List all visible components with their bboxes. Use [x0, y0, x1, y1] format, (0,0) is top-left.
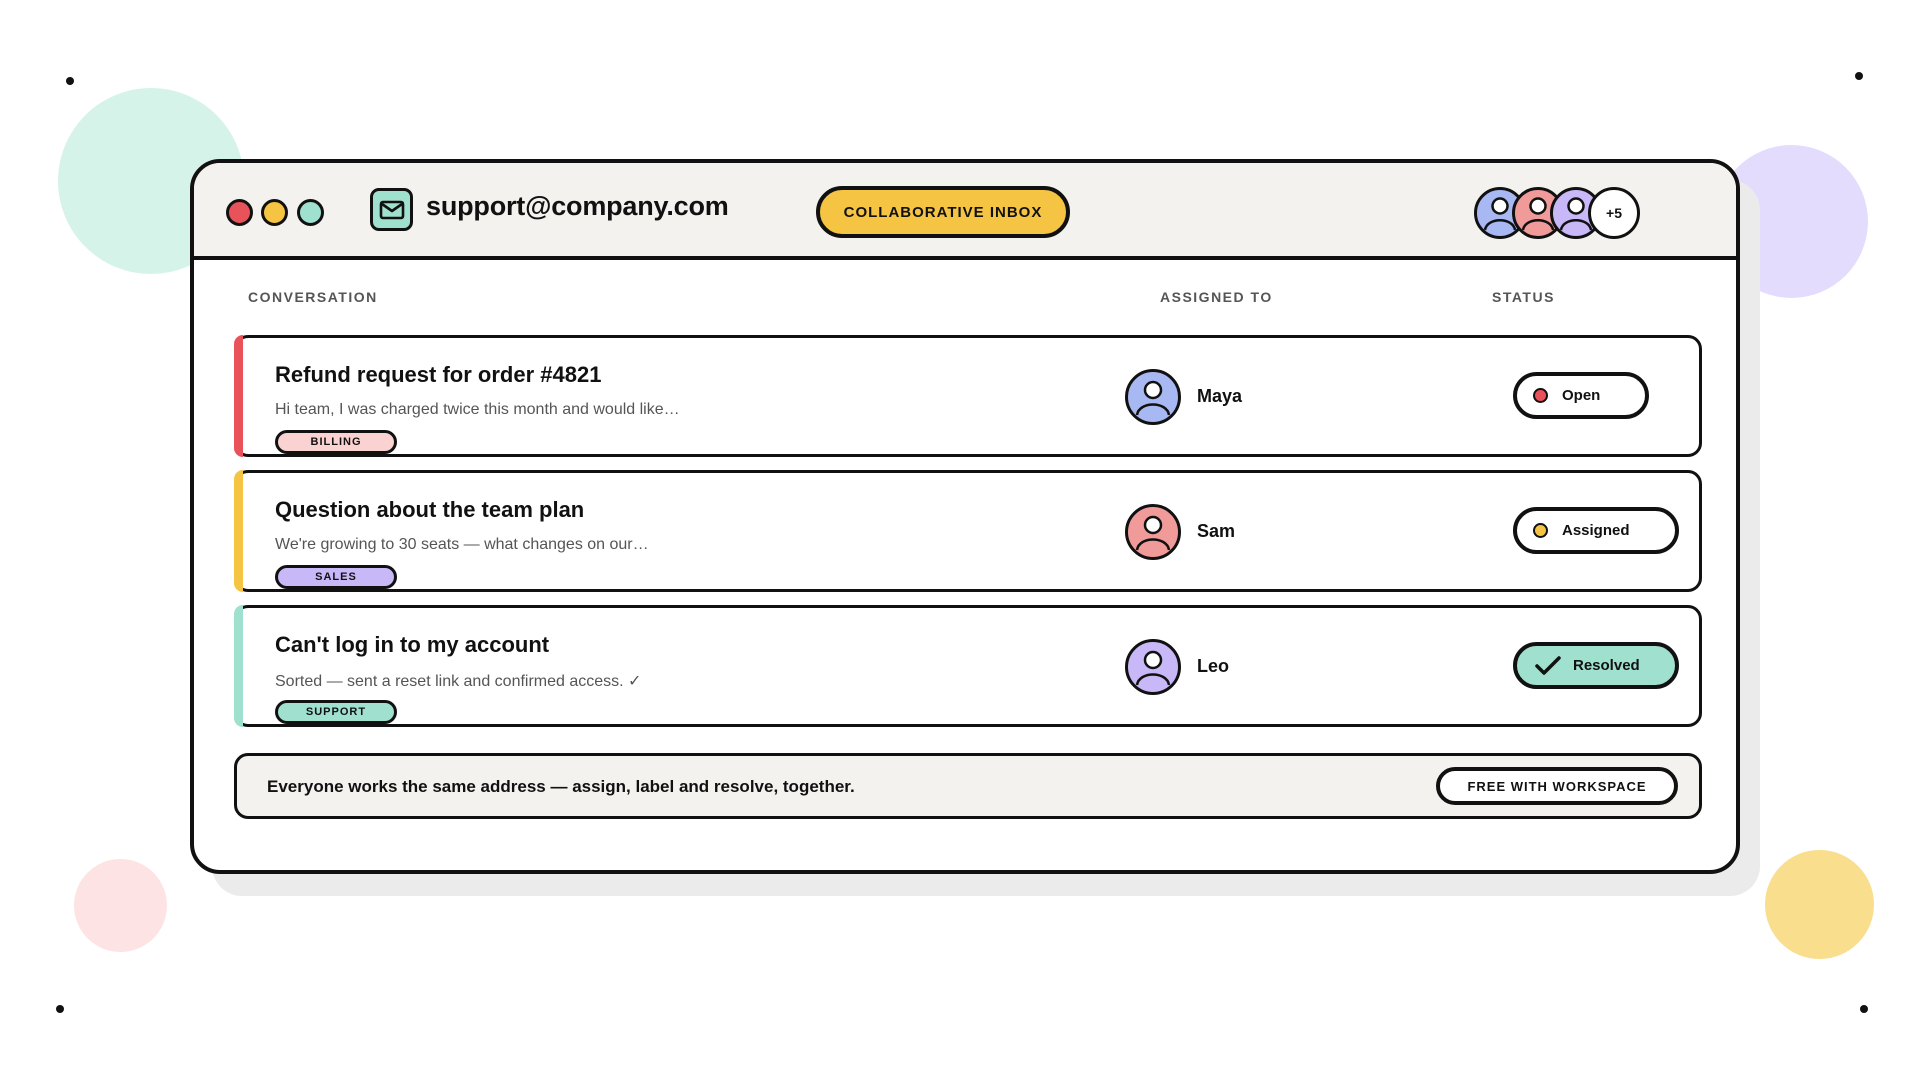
decor-dot	[1855, 72, 1863, 80]
priority-stripe	[234, 605, 243, 727]
decor-circle-yellow	[1765, 850, 1874, 959]
footer-banner	[234, 753, 1702, 819]
status-dot	[1533, 388, 1548, 403]
status-label: Open	[1562, 387, 1601, 404]
status-label: Assigned	[1562, 522, 1630, 539]
envelope-icon	[370, 188, 413, 231]
conversation-snippet: We're growing to 30 seats — what changes on our…	[275, 536, 649, 553]
tag-support[interactable]: SUPPORT	[275, 700, 397, 724]
tag-sales[interactable]: SALES	[275, 565, 397, 589]
column-header-assigned-to: ASSIGNED TO	[1160, 289, 1273, 305]
column-header-status: STATUS	[1492, 289, 1555, 305]
free-with-workspace-button[interactable]: FREE WITH WORKSPACE	[1436, 767, 1678, 805]
conversation-row[interactable]	[234, 470, 1702, 592]
close-window-button[interactable]	[226, 199, 253, 226]
priority-stripe	[234, 335, 243, 457]
collaborative-inbox-badge: COLLABORATIVE INBOX	[816, 186, 1070, 238]
status-badge-assigned[interactable]	[1513, 507, 1679, 554]
tag-billing[interactable]: BILLING	[275, 430, 397, 454]
checkmark-icon	[1535, 655, 1561, 677]
status-dot	[1533, 523, 1548, 538]
conversation-snippet: Hi team, I was charged twice this month and would like…	[275, 401, 680, 418]
decor-dot	[66, 77, 74, 85]
more-members-count: +5	[1588, 187, 1640, 239]
decor-dot	[56, 1005, 64, 1013]
inbox-address: support@company.com	[426, 191, 729, 221]
user-avatar-icon	[1125, 504, 1181, 560]
conversation-title: Refund request for order #4821	[275, 362, 602, 387]
title-bar	[194, 163, 1736, 260]
conversation-snippet: Sorted — sent a reset link and confirmed access. ✓	[275, 673, 642, 690]
conversation-row[interactable]	[234, 335, 1702, 457]
user-avatar-icon	[1125, 639, 1181, 695]
minimize-window-button[interactable]	[261, 199, 288, 226]
footer-tagline: Everyone works the same address — assign, label and resolve, together.	[267, 777, 855, 796]
conversation-title: Question about the team plan	[275, 497, 585, 522]
user-avatar-icon	[1125, 369, 1181, 425]
conversation-row[interactable]	[234, 605, 1702, 727]
assignee-name: Sam	[1197, 521, 1236, 541]
team-avatar-stack[interactable]	[1474, 187, 1674, 239]
status-badge-resolved[interactable]	[1513, 642, 1679, 689]
assignee-name: Maya	[1197, 386, 1243, 406]
assignee-name: Leo	[1197, 656, 1230, 676]
column-header-conversation: CONVERSATION	[248, 289, 378, 305]
priority-stripe	[234, 470, 243, 592]
maximize-window-button[interactable]	[297, 199, 324, 226]
conversation-title: Can't log in to my account	[275, 632, 550, 657]
status-badge-open[interactable]	[1513, 372, 1649, 419]
inbox-window	[190, 159, 1740, 874]
status-label: Resolved	[1573, 657, 1640, 674]
decor-circle-pink	[74, 859, 167, 952]
decor-dot	[1860, 1005, 1868, 1013]
